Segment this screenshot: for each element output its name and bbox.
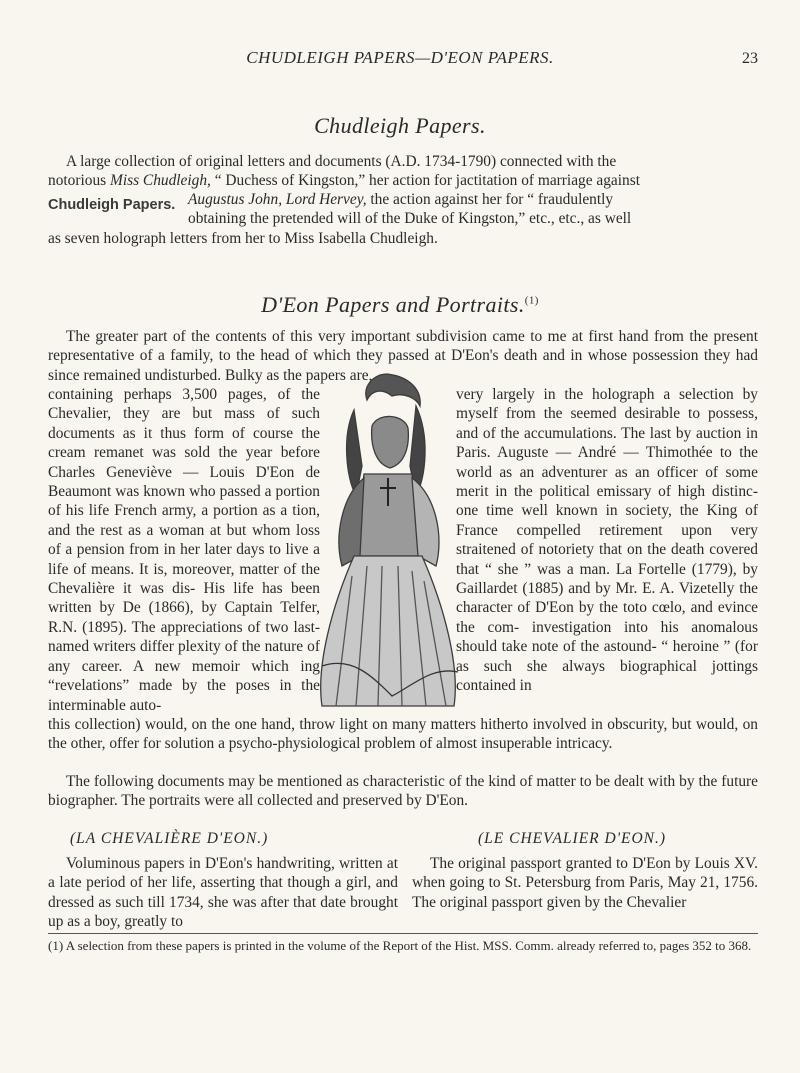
caption-text-left [48, 854, 398, 932]
caption-left-body: Voluminous papers in D'Eon's handwriting, written at a late period of her life, asserting that though a girl, and dressed as such till 1734, she was after that date brought up as a boy, greatly to [48, 855, 398, 931]
chudleigh-line4: obtaining the pretended will of the Duke of Kingston,” etc., etc., as well [188, 210, 632, 228]
chudleigh-line2-italic: Miss Chudleigh, [110, 172, 211, 190]
head-outline [372, 416, 409, 468]
chudleigh-line1: A large collection of original letters and documents (A.D. 1734-1790) connected with the [66, 153, 617, 170]
chudleigh-line2b: “ Duchess of Kingston,” her action for jactitation of marriage against [210, 172, 640, 190]
sidenote-chudleigh: Chudleigh Papers. [48, 197, 176, 213]
footnote: (1) A selection from these papers is printed in the volume of the Report of the Hist. MSS. Comm. already referred to, pages 352 to 368. [48, 938, 752, 953]
caption-head-la-chevaliere: (LA CHEVALIÈRE D'EON.) [70, 830, 269, 847]
chudleigh-line2a: notorious [48, 172, 110, 190]
gown-skirt [321, 556, 456, 706]
caption-text-right [412, 854, 758, 912]
caption-right-body: The original passport granted to D'Eon by Louis XV. when going to St. Petersburg from Paris, May 21, 1756. The original passport given by the Chevalier [412, 855, 758, 911]
sleeve-left [339, 478, 364, 566]
chudleigh-line3b: the action against her for “ fraudulently [366, 191, 614, 208]
page-number: 23 [742, 50, 758, 67]
deon-title-text: D'Eon Papers and Portraits. [261, 292, 525, 317]
footnote-mark: (1) [524, 294, 539, 307]
deon-left-column: containing perhaps 3,500 pages, of the Chevalier, they are but mass of such documents as it thus form of course the cream remanet was sold the year before Charles Geneviève — Louis D'Eon de Beaumont was known who passed a portion of his life French army, a portion as a tion, and the rest as a woman at but whom loss of a pension from in her later days to live a life of means. It is, moreover, matter of the Chevalière it was dis- His life has been written by De (1866), by Captain Telfer, R.N. (1895). The appreciations of two last-named writers differ plexity of the nature of any career. A new memoir which ing “revelations” made by the poses in the interminable auto- [48, 386, 320, 714]
deon-right-column: very largely in the holograph a selection by myself from the seemed desirable to possess, and of the accumulations. The last by auction in Paris. Auguste — André — Thimothée to the world as an adventurer as an officer of some merit in the political emissary of high distinc- one time well known in society, the King of France compelled retirement upon very straitened of notoriety that on the death covered that “ she ” was a man. La Fortelle (1779), by Gaillardet (1885) and by Mr. E. A. Vizetelly the character of D'Eon by the toto cœlo, and evince the com- investigation into his anomalous should take note of the astound- “ heroine ” (for as such she always biographical jottings contained in [456, 386, 758, 695]
chudleigh-line5: as seven holograph letters from her to Miss Isabella Chudleigh. [48, 230, 438, 247]
footnote-divider [48, 933, 758, 934]
running-head: CHUDLEIGH PAPERS—D'EON PAPERS. [246, 48, 554, 67]
deon-paragraph-tail: this collection) would, on the one hand, throw light on many matters hitherto involved in obscurity, but would, on the other, offer for solution a psycho-physiological problem of almost insuperable intricacy. [48, 716, 758, 753]
caption-head-le-chevalier: (LE CHEVALIER D'EON.) [478, 830, 667, 847]
chudleigh-paragraph-start [48, 152, 758, 191]
deon-documents-paragraph [48, 772, 758, 811]
section-title-deon [0, 292, 800, 318]
deon-intro-text: The greater part of the contents of this very important subdivision came to me at first hand from the present representative of a family, to the head of which they passed at D'Eon's death and in whose possession they had since remained undisturbed. Bulky as the papers are, [48, 328, 758, 384]
portrait-engraving [312, 366, 462, 714]
chudleigh-indented-lines [188, 190, 758, 229]
chudleigh-line3-italic: Augustus John, Lord Hervey, [188, 191, 367, 208]
hat-plume [366, 374, 420, 406]
section-title-chudleigh: Chudleigh Papers. [314, 113, 486, 138]
deon-documents-text: The following documents may be mentioned as characteristic of the kind of matter to be dealt with by the future biographer. The portraits were all collected and preserved by D'Eon. [48, 773, 758, 810]
